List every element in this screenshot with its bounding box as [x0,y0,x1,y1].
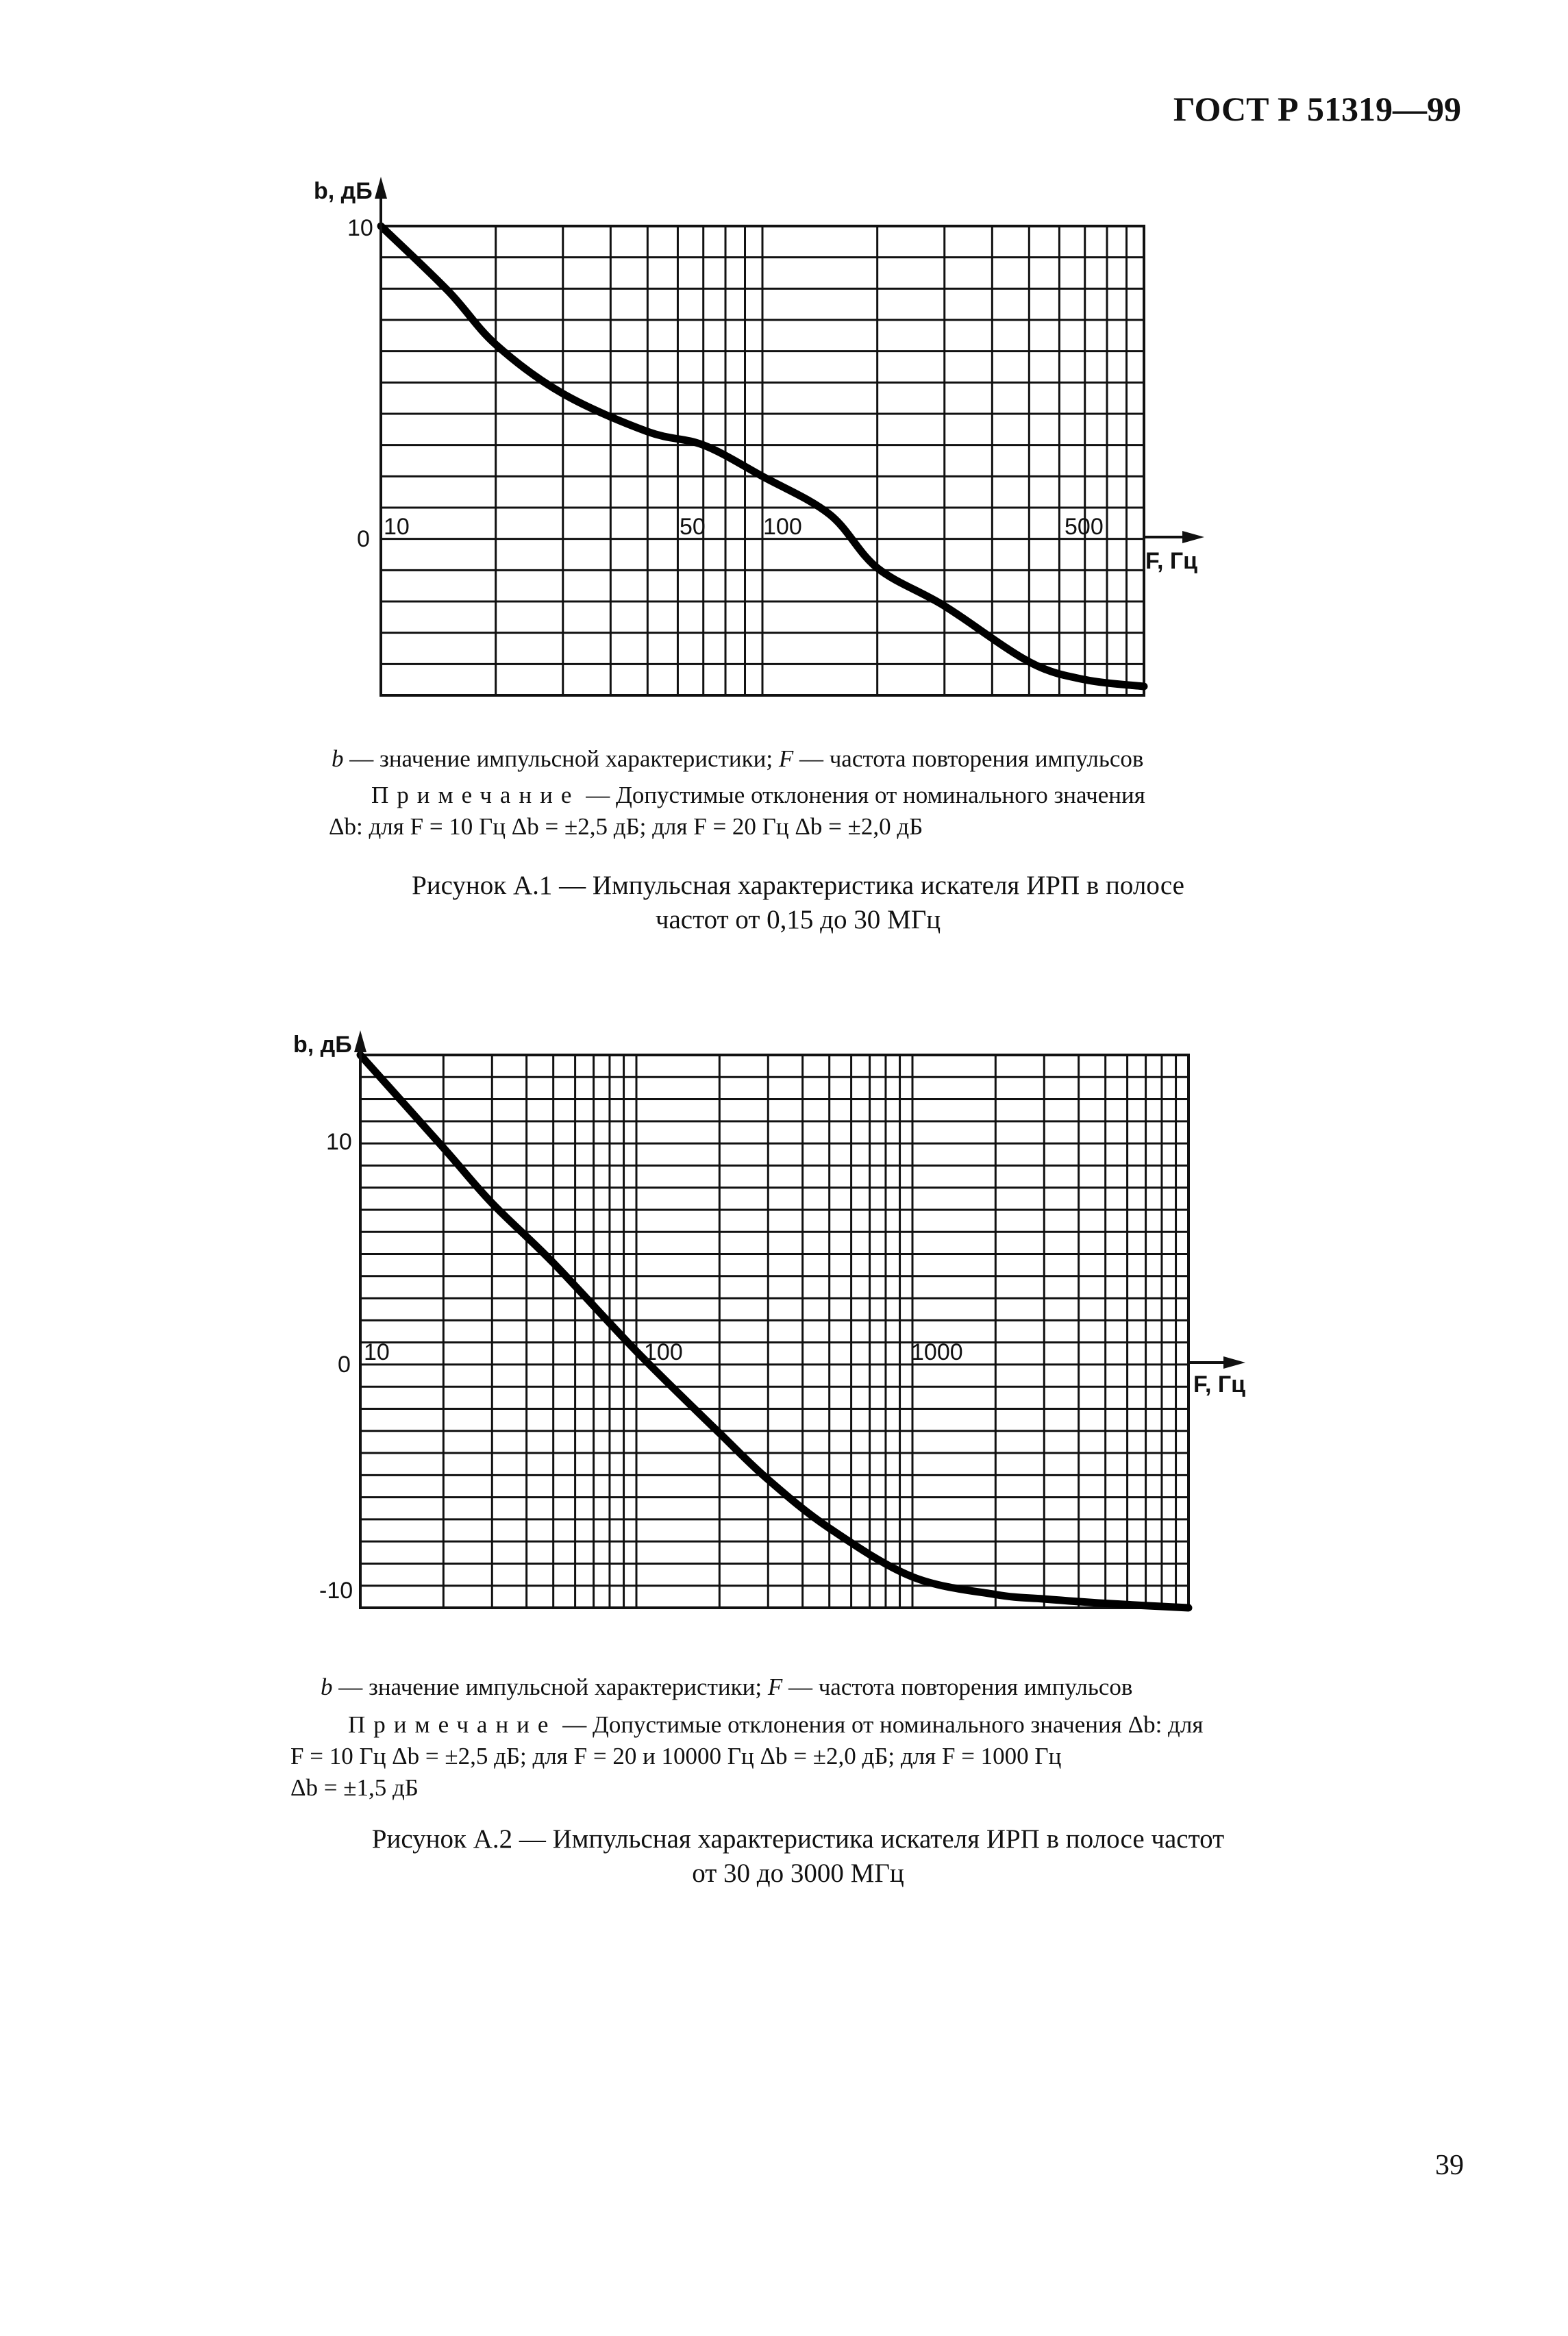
legend-symbol-f: F [778,745,794,772]
x-tick-label-a2-100: 100 [644,1339,683,1365]
x-axis-arrow-a1 [1182,531,1204,543]
caption-line1-a1: Рисунок А.1 — Импульсная характеристика искателя ИРП в полосе [412,871,1184,900]
x-tick-label-a1-10: 10 [384,514,410,540]
note-line2-a1: Δb: для F = 10 Гц Δb = ±2,5 дБ; для F = 20 Гц Δb = ±2,0 дБ [329,813,923,840]
note-line3-a2: Δb = ±1,5 дБ [290,1774,419,1801]
note-line2-a2: F = 10 Гц Δb = ±2,5 дБ; для F = 20 и 10000 Гц Δb = ±2,0 дБ; для F = 1000 Гц [290,1743,1062,1769]
legend-a2 [321,1674,1132,1701]
caption-line2-a1: частот от 0,15 до 30 МГц [655,905,941,934]
y-tick-label-a1-0: 0 [357,526,370,552]
caption-a2 [267,1822,1329,1891]
note-heading-a1: Примечание [371,782,580,808]
plot-frame [360,1055,1189,1608]
legend-text-b: — значение импульсной характеристики; [332,1674,768,1700]
caption-a1 [274,869,1322,937]
x-tick-label-a1-100: 100 [763,514,802,540]
x-axis-label-a2: F, Гц [1193,1371,1246,1397]
y-axis-arrow-a2 [354,1030,366,1052]
caption-line1-a2: Рисунок А.2 — Импульсная характеристика искателя ИРП в полосе частот [371,1824,1225,1854]
grid-a1 [381,226,1144,695]
legend-symbol-b: b [332,745,344,772]
x-tick-label-a1-500: 500 [1065,514,1104,540]
document-id: ГОСТ Р 51319—99 [1173,90,1461,128]
y-tick-label-a2-0: 0 [338,1352,351,1378]
y-tick-label-a2-10: 10 [326,1129,352,1155]
legend-symbol-b: b [321,1674,333,1700]
impulse-chart-a2 [0,986,1568,1672]
note-a1 [329,780,1228,843]
legend-text-f: — частота повторения импульсов [782,1674,1133,1700]
note-heading-a2: Примечание [348,1711,557,1738]
series-line-a2 [360,1055,1189,1608]
x-tick-label-a1-50: 50 [680,514,706,540]
y-tick-label-a2-minus10: -10 [319,1578,353,1604]
y-axis-arrow-a1 [375,177,387,199]
note-line1-a2: — Допустимые отклонения от номинального значения Δb: для [556,1711,1204,1738]
x-axis-arrow-a2 [1223,1356,1245,1369]
legend-symbol-f: F [767,1674,783,1700]
note-a2 [290,1709,1263,1804]
legend-text-b: — значение импульсной характеристики; [343,745,779,772]
note-line1-a1: — Допустимые отклонения от номинального значения [580,782,1145,808]
page-number: 39 [1435,2150,1464,2181]
y-axis-label-a1: b, дБ [314,178,373,204]
legend-a1 [332,745,1143,773]
y-axis-label-a2: b, дБ [293,1032,352,1058]
impulse-chart-a1 [0,0,1568,733]
caption-line2-a2: от 30 до 3000 МГц [692,1859,904,1888]
x-tick-label-a2-1000: 1000 [911,1339,963,1365]
x-tick-label-a2-10: 10 [364,1339,390,1365]
grid-a2 [360,1055,1189,1608]
x-axis-label-a1: F, Гц [1145,548,1198,574]
y-tick-label-a1-10: 10 [347,215,373,241]
legend-text-f: — частота повторения импульсов [793,745,1144,772]
